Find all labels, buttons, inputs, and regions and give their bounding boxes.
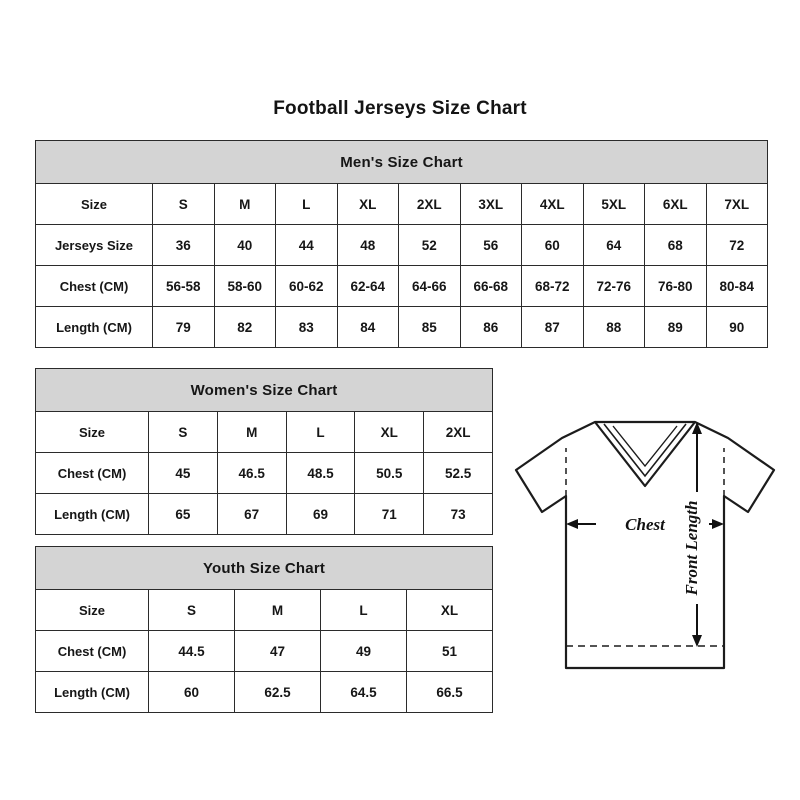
table-cell: 66.5 bbox=[407, 672, 493, 713]
table-row bbox=[36, 590, 493, 631]
table-cell: 73 bbox=[424, 494, 493, 535]
column-header: M bbox=[217, 412, 286, 453]
table-cell: 36 bbox=[153, 225, 215, 266]
column-header: L bbox=[276, 184, 338, 225]
table-row bbox=[36, 266, 768, 307]
table-row bbox=[36, 494, 493, 535]
table-cell: 85 bbox=[399, 307, 461, 348]
row-label: Chest (CM) bbox=[36, 453, 149, 494]
mens-chart-caption: Men's Size Chart bbox=[36, 141, 768, 184]
table-cell: 69 bbox=[286, 494, 355, 535]
column-header: XL bbox=[337, 184, 399, 225]
table-cell: 62-64 bbox=[337, 266, 399, 307]
table-cell: 64-66 bbox=[399, 266, 461, 307]
table-row bbox=[36, 412, 493, 453]
row-label: Length (CM) bbox=[36, 494, 149, 535]
column-header: 2XL bbox=[424, 412, 493, 453]
table-cell: 49 bbox=[321, 631, 407, 672]
table-cell: 60 bbox=[149, 672, 235, 713]
table-cell: 82 bbox=[214, 307, 276, 348]
row-label: Chest (CM) bbox=[36, 631, 149, 672]
table-cell: 51 bbox=[407, 631, 493, 672]
row-label: Jerseys Size bbox=[36, 225, 153, 266]
table-cell: 65 bbox=[149, 494, 218, 535]
front-length-measurement-label: Front Length bbox=[682, 500, 701, 596]
table-cell: 80-84 bbox=[706, 266, 768, 307]
table-cell: 87 bbox=[522, 307, 584, 348]
column-header: 5XL bbox=[583, 184, 645, 225]
table-row bbox=[36, 453, 493, 494]
table-cell: 50.5 bbox=[355, 453, 424, 494]
youth-size-chart bbox=[35, 546, 493, 713]
table-cell: 86 bbox=[460, 307, 522, 348]
column-header: M bbox=[214, 184, 276, 225]
column-header: Size bbox=[36, 590, 149, 631]
womens-chart-caption: Women's Size Chart bbox=[36, 369, 493, 412]
table-cell: 64.5 bbox=[321, 672, 407, 713]
table-row bbox=[36, 307, 768, 348]
row-label: Chest (CM) bbox=[36, 266, 153, 307]
table-row bbox=[36, 631, 493, 672]
column-header: M bbox=[235, 590, 321, 631]
table-cell: 83 bbox=[276, 307, 338, 348]
row-label: Length (CM) bbox=[36, 307, 153, 348]
row-label: Length (CM) bbox=[36, 672, 149, 713]
table-cell: 68-72 bbox=[522, 266, 584, 307]
table-cell: 44.5 bbox=[149, 631, 235, 672]
table-cell: 84 bbox=[337, 307, 399, 348]
table-cell: 56-58 bbox=[153, 266, 215, 307]
column-header: 3XL bbox=[460, 184, 522, 225]
column-header: XL bbox=[407, 590, 493, 631]
column-header: 2XL bbox=[399, 184, 461, 225]
table-cell: 88 bbox=[583, 307, 645, 348]
column-header: S bbox=[149, 590, 235, 631]
table-cell: 48 bbox=[337, 225, 399, 266]
column-header: Size bbox=[36, 184, 153, 225]
table-cell: 47 bbox=[235, 631, 321, 672]
table-cell: 58-60 bbox=[214, 266, 276, 307]
column-header: S bbox=[153, 184, 215, 225]
column-header: L bbox=[286, 412, 355, 453]
table-cell: 62.5 bbox=[235, 672, 321, 713]
table-cell: 40 bbox=[214, 225, 276, 266]
table-cell: 44 bbox=[276, 225, 338, 266]
table-row bbox=[36, 225, 768, 266]
table-cell: 64 bbox=[583, 225, 645, 266]
table-cell: 68 bbox=[645, 225, 707, 266]
column-header: Size bbox=[36, 412, 149, 453]
column-header: S bbox=[149, 412, 218, 453]
womens-size-chart bbox=[35, 368, 493, 535]
table-cell: 71 bbox=[355, 494, 424, 535]
table-row bbox=[36, 672, 493, 713]
table-header-row bbox=[36, 141, 768, 184]
table-cell: 46.5 bbox=[217, 453, 286, 494]
table-cell: 56 bbox=[460, 225, 522, 266]
table-cell: 45 bbox=[149, 453, 218, 494]
column-header: 6XL bbox=[645, 184, 707, 225]
column-header: L bbox=[321, 590, 407, 631]
table-header-row bbox=[36, 369, 493, 412]
table-cell: 89 bbox=[645, 307, 707, 348]
table-cell: 79 bbox=[153, 307, 215, 348]
table-cell: 72-76 bbox=[583, 266, 645, 307]
table-cell: 90 bbox=[706, 307, 768, 348]
table-cell: 48.5 bbox=[286, 453, 355, 494]
table-cell: 66-68 bbox=[460, 266, 522, 307]
table-row bbox=[36, 184, 768, 225]
table-header-row bbox=[36, 547, 493, 590]
column-header: 4XL bbox=[522, 184, 584, 225]
page-title: Football Jerseys Size Chart bbox=[273, 98, 527, 119]
table-cell: 52.5 bbox=[424, 453, 493, 494]
table-cell: 60 bbox=[522, 225, 584, 266]
column-header: 7XL bbox=[706, 184, 768, 225]
table-cell: 60-62 bbox=[276, 266, 338, 307]
table-cell: 72 bbox=[706, 225, 768, 266]
table-cell: 52 bbox=[399, 225, 461, 266]
measurement-diagram bbox=[500, 400, 790, 700]
youth-chart-caption: Youth Size Chart bbox=[36, 547, 493, 590]
table-cell: 67 bbox=[217, 494, 286, 535]
mens-size-chart bbox=[35, 140, 768, 348]
chest-measurement-label: Chest bbox=[625, 515, 665, 534]
tshirt-outline-icon bbox=[500, 400, 790, 700]
table-cell: 76-80 bbox=[645, 266, 707, 307]
column-header: XL bbox=[355, 412, 424, 453]
